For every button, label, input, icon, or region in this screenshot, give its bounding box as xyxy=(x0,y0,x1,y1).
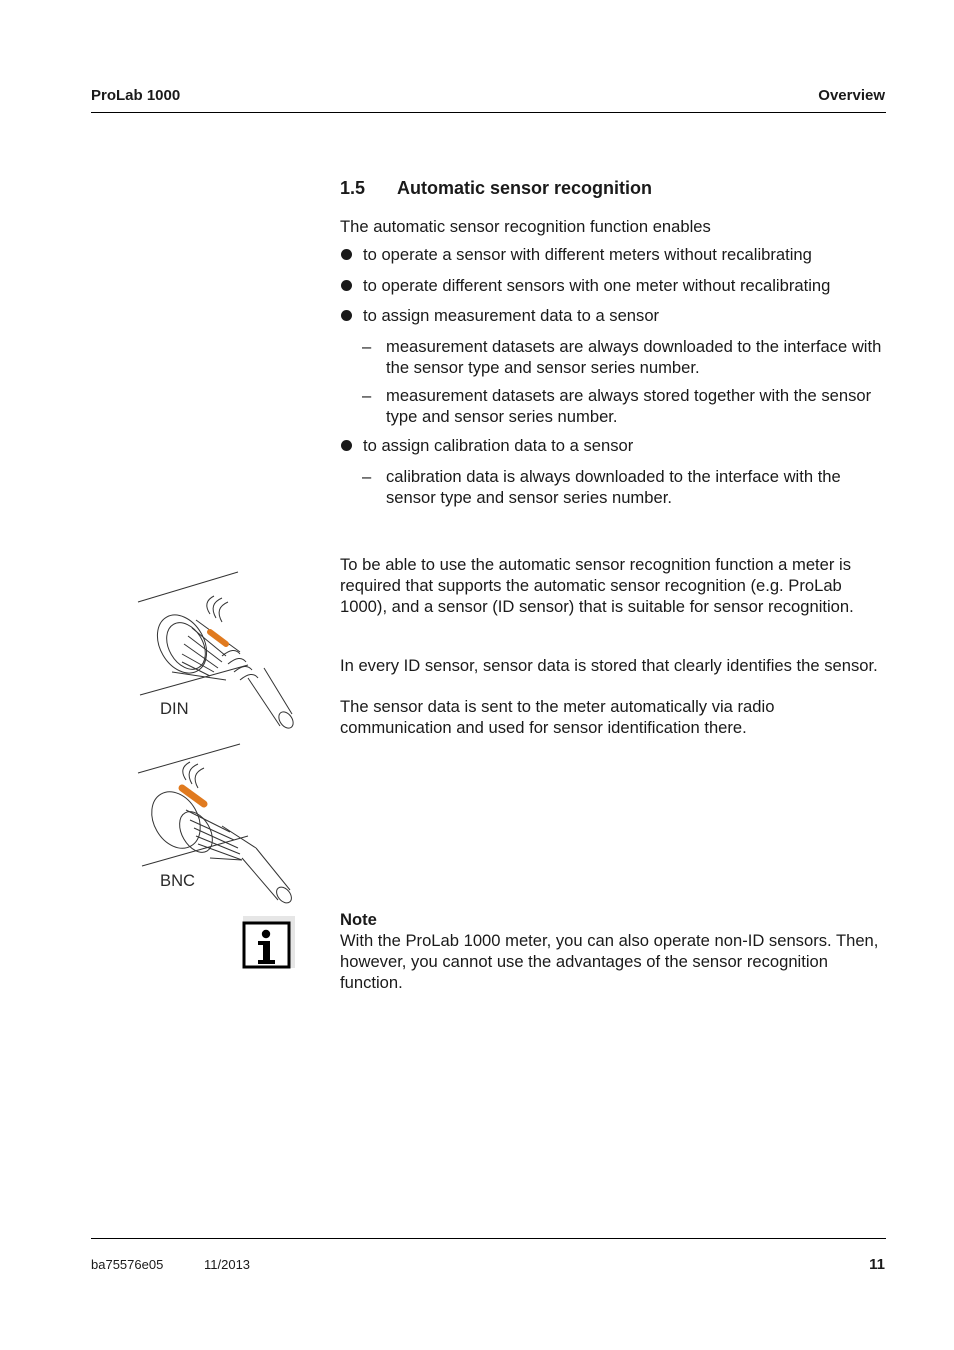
header-product: ProLab 1000 xyxy=(91,87,181,104)
footer-date: 11/2013 xyxy=(204,1257,251,1272)
paragraph-id-sensor: In every ID sensor, sensor data is stored that clearly identifies the sensor. xyxy=(340,656,878,675)
din-connector-illustration xyxy=(130,568,300,743)
sub-item-text: measurement datasets are always downloaded to the interface with the sensor type and sensor series number. xyxy=(386,337,882,377)
bullet-dot-icon xyxy=(341,440,352,451)
din-label: DIN xyxy=(160,699,189,718)
dash-mark: – xyxy=(362,337,372,356)
footer-rule xyxy=(91,1238,886,1239)
bullet-text: to assign calibration data to a sensor xyxy=(363,436,634,455)
sub-item-text: calibration data is always downloaded to the interface with the sensor type and sensor series number. xyxy=(386,467,841,507)
dash-mark: – xyxy=(362,467,372,486)
bullet-text: to assign measurement data to a sensor xyxy=(363,306,660,325)
bullet-dot-icon xyxy=(341,310,352,321)
bullet-dot-icon xyxy=(341,249,352,260)
header-chapter: Overview xyxy=(818,87,885,104)
bullet-text: to operate different sensors with one meter without recalibrating xyxy=(363,276,831,295)
section-number: 1.5 xyxy=(340,178,366,198)
note-title: Note xyxy=(340,910,377,929)
sub-item-text: measurement datasets are always stored together with the sensor type and sensor series number. xyxy=(386,386,872,426)
section-heading: Automatic sensor recognition xyxy=(397,178,653,198)
bullet-dot-icon xyxy=(341,280,352,291)
note-text: With the ProLab 1000 meter, you can also operate non-ID sensors. Then, however, you cannot use the advantages of the sensor recognition function. xyxy=(340,931,879,992)
footer-doc-id: ba75576e05 xyxy=(91,1257,164,1272)
page-number: 11 xyxy=(869,1256,885,1273)
header-rule xyxy=(91,112,886,113)
info-icon xyxy=(242,915,296,969)
bnc-connector-illustration xyxy=(130,740,300,915)
id-chip-bnc xyxy=(182,788,204,804)
paragraph-radio: The sensor data is sent to the meter automatically via radio communication and used for sensor identification there. xyxy=(340,697,775,737)
bullet-text: to operate a sensor with different meters without recalibrating xyxy=(363,245,812,264)
bnc-label: BNC xyxy=(160,871,196,890)
paragraph-requirements: To be able to use the automatic sensor recognition function a meter is required that supports the automatic sensor recognition (e.g. ProLab 1000), and a sensor (ID sensor) that is suitable for sensor recognition. xyxy=(340,555,854,616)
section-title xyxy=(340,176,652,200)
dash-mark: – xyxy=(362,386,372,405)
intro-text: The automatic sensor recognition function enables xyxy=(340,217,711,236)
id-chip-din xyxy=(210,632,226,644)
